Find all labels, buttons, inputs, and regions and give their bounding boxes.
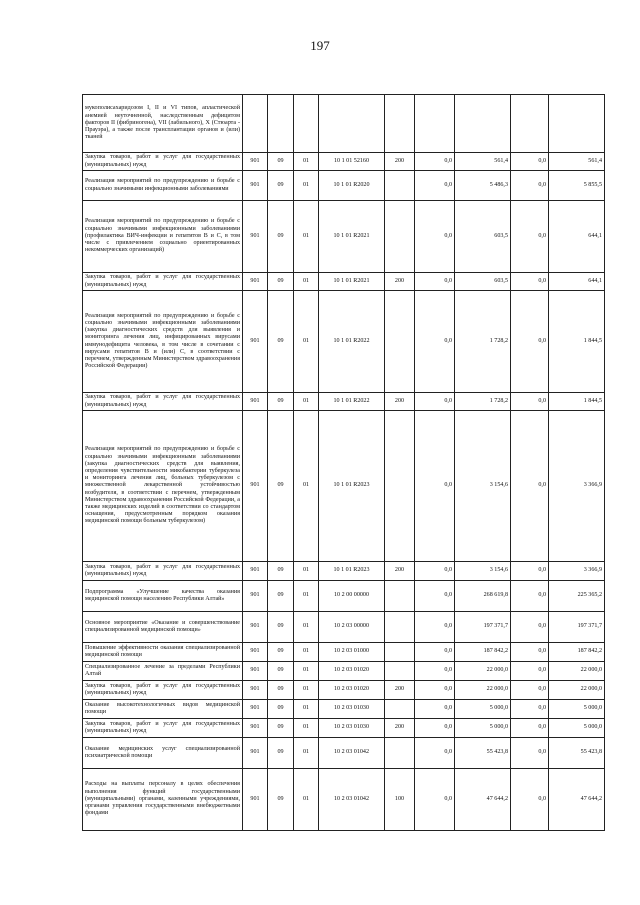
cell-amount-1: 0,0 bbox=[415, 662, 455, 681]
cell-ved: 901 bbox=[243, 201, 268, 273]
cell-expense-type: 200 bbox=[385, 562, 415, 581]
cell-amount-1: 0,0 bbox=[415, 291, 455, 393]
cell-amount-3: 0,0 bbox=[511, 153, 549, 171]
cell-amount-2: 3 154,6 bbox=[455, 411, 511, 562]
cell-description: Закупка товаров, работ и услуг для государственных (муниципальных) нужд bbox=[83, 562, 243, 581]
cell-amount-1: 0,0 bbox=[415, 393, 455, 411]
cell-razdel: 09 bbox=[268, 769, 294, 831]
cell-amount-4: 5 000,0 bbox=[549, 719, 605, 738]
cell-description: Закупка товаров, работ и услуг для государственных (муниципальных) нужд bbox=[83, 393, 243, 411]
cell-ved: 901 bbox=[243, 769, 268, 831]
cell-expense-type bbox=[385, 411, 415, 562]
table-row bbox=[83, 738, 605, 769]
cell-ved: 901 bbox=[243, 612, 268, 643]
cell-amount-3: 0,0 bbox=[511, 562, 549, 581]
cell-amount-4: 1 844,5 bbox=[549, 393, 605, 411]
cell-amount-1: 0,0 bbox=[415, 612, 455, 643]
cell-podrazdel: 01 bbox=[294, 411, 319, 562]
cell-razdel: 09 bbox=[268, 681, 294, 700]
cell-target-article: 10 2 03 01030 bbox=[319, 719, 385, 738]
cell-expense-type bbox=[385, 643, 415, 662]
cell-amount-1: 0,0 bbox=[415, 738, 455, 769]
table-row bbox=[83, 719, 605, 738]
cell-razdel bbox=[268, 95, 294, 153]
table-row bbox=[83, 643, 605, 662]
cell-expense-type bbox=[385, 201, 415, 273]
cell-target-article: 10 1 01 R2021 bbox=[319, 273, 385, 291]
cell-amount-4: 3 366,9 bbox=[549, 562, 605, 581]
cell-target-article: 10 1 01 R2020 bbox=[319, 171, 385, 201]
cell-expense-type bbox=[385, 662, 415, 681]
cell-razdel: 09 bbox=[268, 411, 294, 562]
cell-expense-type bbox=[385, 738, 415, 769]
table-body bbox=[83, 95, 605, 831]
cell-razdel: 09 bbox=[268, 662, 294, 681]
cell-podrazdel: 01 bbox=[294, 273, 319, 291]
cell-podrazdel: 01 bbox=[294, 662, 319, 681]
cell-amount-4: 187 842,2 bbox=[549, 643, 605, 662]
cell-podrazdel: 01 bbox=[294, 719, 319, 738]
cell-expense-type bbox=[385, 700, 415, 719]
cell-target-article bbox=[319, 95, 385, 153]
cell-amount-1: 0,0 bbox=[415, 681, 455, 700]
cell-ved: 901 bbox=[243, 273, 268, 291]
cell-target-article: 10 2 03 01020 bbox=[319, 681, 385, 700]
cell-amount-1: 0,0 bbox=[415, 171, 455, 201]
cell-description: Закупка товаров, работ и услуг для государственных (муниципальных) нужд bbox=[83, 681, 243, 700]
cell-amount-2: 47 644,2 bbox=[455, 769, 511, 831]
cell-razdel: 09 bbox=[268, 393, 294, 411]
cell-amount-3 bbox=[511, 95, 549, 153]
cell-description: Повышение эффективности оказания специализированной медицинской помощи bbox=[83, 643, 243, 662]
cell-expense-type: 200 bbox=[385, 273, 415, 291]
cell-podrazdel bbox=[294, 95, 319, 153]
cell-razdel: 09 bbox=[268, 201, 294, 273]
cell-ved: 901 bbox=[243, 581, 268, 612]
budget-table bbox=[82, 94, 605, 831]
cell-ved: 901 bbox=[243, 562, 268, 581]
cell-target-article: 10 2 03 00000 bbox=[319, 612, 385, 643]
table-row bbox=[83, 662, 605, 681]
cell-amount-4: 47 644,2 bbox=[549, 769, 605, 831]
cell-podrazdel: 01 bbox=[294, 738, 319, 769]
cell-amount-3: 0,0 bbox=[511, 700, 549, 719]
cell-amount-3: 0,0 bbox=[511, 643, 549, 662]
table-row bbox=[83, 612, 605, 643]
cell-expense-type bbox=[385, 95, 415, 153]
table-row bbox=[83, 95, 605, 153]
cell-amount-1: 0,0 bbox=[415, 273, 455, 291]
table-row bbox=[83, 562, 605, 581]
cell-target-article: 10 1 01 R2021 bbox=[319, 201, 385, 273]
cell-amount-3: 0,0 bbox=[511, 738, 549, 769]
cell-amount-4: 644,1 bbox=[549, 273, 605, 291]
cell-amount-2: 5 000,0 bbox=[455, 719, 511, 738]
cell-amount-3: 0,0 bbox=[511, 411, 549, 562]
cell-amount-4: 22 000,0 bbox=[549, 681, 605, 700]
cell-amount-4: 3 366,9 bbox=[549, 411, 605, 562]
cell-podrazdel: 01 bbox=[294, 201, 319, 273]
cell-description: Расходы на выплаты персоналу в целях обеспечения выполнения функций государственными (муниципальными) органами, казенными учреждениями, органами управления государственными внебюджетными фондами bbox=[83, 769, 243, 831]
cell-ved: 901 bbox=[243, 393, 268, 411]
cell-podrazdel: 01 bbox=[294, 581, 319, 612]
cell-ved: 901 bbox=[243, 681, 268, 700]
cell-ved: 901 bbox=[243, 700, 268, 719]
cell-expense-type bbox=[385, 612, 415, 643]
cell-ved bbox=[243, 95, 268, 153]
cell-amount-2: 3 154,6 bbox=[455, 562, 511, 581]
cell-razdel: 09 bbox=[268, 700, 294, 719]
cell-amount-4 bbox=[549, 95, 605, 153]
cell-description: Реализация мероприятий по предупреждению и борьбе с социально значимыми инфекционными заболеваниями (закупка диагностических средств для выявления и мониторинга лечения лиц, инфицированных вирусами иммунодефицита человека, в том числе в сочетании с вирусами гепатитов В и (или) С, в соответствии с перечнем, утвержденным Министерством здравоохранения Российской Федерации) bbox=[83, 291, 243, 393]
cell-razdel: 09 bbox=[268, 719, 294, 738]
table-row bbox=[83, 581, 605, 612]
cell-amount-4: 1 844,5 bbox=[549, 291, 605, 393]
cell-description: Специализированное лечение за пределами Республики Алтай bbox=[83, 662, 243, 681]
cell-amount-4: 225 365,2 bbox=[549, 581, 605, 612]
table-row bbox=[83, 769, 605, 831]
cell-podrazdel: 01 bbox=[294, 700, 319, 719]
table-row bbox=[83, 171, 605, 201]
cell-description: Закупка товаров, работ и услуг для государственных (муниципальных) нужд bbox=[83, 719, 243, 738]
cell-amount-2: 5 486,3 bbox=[455, 171, 511, 201]
cell-podrazdel: 01 bbox=[294, 769, 319, 831]
cell-target-article: 10 2 03 01020 bbox=[319, 662, 385, 681]
cell-description: Подпрограмма «Улучшение качества оказания медицинской помощи населению Республики Алтай» bbox=[83, 581, 243, 612]
cell-ved: 901 bbox=[243, 153, 268, 171]
cell-podrazdel: 01 bbox=[294, 291, 319, 393]
cell-razdel: 09 bbox=[268, 291, 294, 393]
table-row bbox=[83, 700, 605, 719]
cell-amount-2: 187 842,2 bbox=[455, 643, 511, 662]
cell-ved: 901 bbox=[243, 662, 268, 681]
cell-amount-3: 0,0 bbox=[511, 612, 549, 643]
cell-amount-2: 1 728,2 bbox=[455, 291, 511, 393]
cell-target-article: 10 2 03 01042 bbox=[319, 738, 385, 769]
cell-expense-type: 200 bbox=[385, 393, 415, 411]
cell-amount-3: 0,0 bbox=[511, 581, 549, 612]
cell-amount-3: 0,0 bbox=[511, 681, 549, 700]
table-row bbox=[83, 393, 605, 411]
cell-razdel: 09 bbox=[268, 643, 294, 662]
cell-ved: 901 bbox=[243, 171, 268, 201]
cell-target-article: 10 2 03 01042 bbox=[319, 769, 385, 831]
cell-podrazdel: 01 bbox=[294, 562, 319, 581]
cell-target-article: 10 2 00 00000 bbox=[319, 581, 385, 612]
cell-expense-type bbox=[385, 171, 415, 201]
cell-amount-1: 0,0 bbox=[415, 700, 455, 719]
cell-expense-type: 200 bbox=[385, 719, 415, 738]
cell-amount-2: 603,5 bbox=[455, 273, 511, 291]
table-row bbox=[83, 201, 605, 273]
cell-amount-2: 22 000,0 bbox=[455, 681, 511, 700]
cell-razdel: 09 bbox=[268, 273, 294, 291]
cell-amount-2: 197 371,7 bbox=[455, 612, 511, 643]
cell-amount-2: 5 000,0 bbox=[455, 700, 511, 719]
cell-ved: 901 bbox=[243, 291, 268, 393]
cell-amount-4: 561,4 bbox=[549, 153, 605, 171]
cell-amount-4: 644,1 bbox=[549, 201, 605, 273]
cell-amount-1: 0,0 bbox=[415, 411, 455, 562]
cell-ved: 901 bbox=[243, 411, 268, 562]
cell-amount-1: 0,0 bbox=[415, 201, 455, 273]
cell-podrazdel: 01 bbox=[294, 681, 319, 700]
table-row bbox=[83, 681, 605, 700]
cell-podrazdel: 01 bbox=[294, 393, 319, 411]
cell-description: мукополисахаридозом I, II и VI типов, апластической анемией неуточненной, наследственным дефицитом факторов II (фибриногена), VII (лабильного), X (Стюарта - Прауэра), а также после трансплантации органов и (или) тканей bbox=[83, 95, 243, 153]
cell-amount-1: 0,0 bbox=[415, 581, 455, 612]
cell-description: Реализация мероприятий по предупреждению и борьбе с социально значимыми инфекционными заболеваниями bbox=[83, 171, 243, 201]
cell-description: Основное мероприятие «Оказание и совершенствование специализированной медицинской помощи» bbox=[83, 612, 243, 643]
cell-amount-2: 22 000,0 bbox=[455, 662, 511, 681]
cell-amount-3: 0,0 bbox=[511, 291, 549, 393]
table-row bbox=[83, 273, 605, 291]
cell-amount-2 bbox=[455, 95, 511, 153]
cell-razdel: 09 bbox=[268, 153, 294, 171]
cell-target-article: 10 2 03 01000 bbox=[319, 643, 385, 662]
cell-amount-1: 0,0 bbox=[415, 153, 455, 171]
cell-target-article: 10 1 01 R2022 bbox=[319, 291, 385, 393]
cell-amount-3: 0,0 bbox=[511, 719, 549, 738]
cell-description: Оказание медицинских услуг специализированной психиатрической помощи bbox=[83, 738, 243, 769]
page-number: 197 bbox=[310, 38, 330, 53]
cell-razdel: 09 bbox=[268, 612, 294, 643]
cell-expense-type bbox=[385, 581, 415, 612]
cell-amount-1: 0,0 bbox=[415, 562, 455, 581]
table-row bbox=[83, 153, 605, 171]
cell-razdel: 09 bbox=[268, 171, 294, 201]
cell-expense-type bbox=[385, 291, 415, 393]
cell-amount-4: 55 423,8 bbox=[549, 738, 605, 769]
cell-amount-2: 55 423,8 bbox=[455, 738, 511, 769]
cell-amount-2: 603,5 bbox=[455, 201, 511, 273]
cell-expense-type: 100 bbox=[385, 769, 415, 831]
cell-description: Реализация мероприятий по предупреждению и борьбе с социально значимыми инфекционными заболеваниями (профилактика ВИЧ-инфекции и гепатитов В и С, в том числе с привлечением социально ориентированных некоммерческих организаций) bbox=[83, 201, 243, 273]
cell-target-article: 10 2 03 01030 bbox=[319, 700, 385, 719]
cell-amount-2: 268 619,8 bbox=[455, 581, 511, 612]
cell-amount-4: 22 000,0 bbox=[549, 662, 605, 681]
cell-ved: 901 bbox=[243, 643, 268, 662]
cell-target-article: 10 1 01 52160 bbox=[319, 153, 385, 171]
cell-amount-3: 0,0 bbox=[511, 273, 549, 291]
cell-expense-type: 200 bbox=[385, 681, 415, 700]
cell-amount-4: 5 855,5 bbox=[549, 171, 605, 201]
cell-podrazdel: 01 bbox=[294, 612, 319, 643]
cell-amount-3: 0,0 bbox=[511, 201, 549, 273]
cell-amount-1: 0,0 bbox=[415, 719, 455, 738]
cell-razdel: 09 bbox=[268, 562, 294, 581]
cell-amount-1 bbox=[415, 95, 455, 153]
table-row bbox=[83, 411, 605, 562]
cell-description: Закупка товаров, работ и услуг для государственных (муниципальных) нужд bbox=[83, 153, 243, 171]
table-row bbox=[83, 291, 605, 393]
cell-amount-3: 0,0 bbox=[511, 171, 549, 201]
cell-amount-2: 1 728,2 bbox=[455, 393, 511, 411]
cell-description: Оказание высокотехнологичных видов медицинской помощи bbox=[83, 700, 243, 719]
cell-razdel: 09 bbox=[268, 738, 294, 769]
cell-target-article: 10 1 01 R2023 bbox=[319, 411, 385, 562]
cell-amount-3: 0,0 bbox=[511, 769, 549, 831]
cell-description: Реализация мероприятий по предупреждению и борьбе с социально значимыми инфекционными заболеваниями (закупка диагностических средств для выявления, определения чувствительности микобактерии туберкулеза и мониторинга лечения лиц, больных туберкулезом с множественной лекарственной устойчивостью возбудителя, в соответствии с перечнем, утвержденным Министерством здравоохранения Российской Федерации, а также медицинских изделий в соответствии со стандартом оснащения, предусмотренным порядком оказания медицинской помощи больным туберкулезом) bbox=[83, 411, 243, 562]
cell-description: Закупка товаров, работ и услуг для государственных (муниципальных) нужд bbox=[83, 273, 243, 291]
cell-amount-1: 0,0 bbox=[415, 643, 455, 662]
cell-ved: 901 bbox=[243, 738, 268, 769]
cell-podrazdel: 01 bbox=[294, 153, 319, 171]
cell-amount-4: 197 371,7 bbox=[549, 612, 605, 643]
cell-podrazdel: 01 bbox=[294, 171, 319, 201]
cell-amount-4: 5 000,0 bbox=[549, 700, 605, 719]
cell-expense-type: 200 bbox=[385, 153, 415, 171]
cell-ved: 901 bbox=[243, 719, 268, 738]
cell-target-article: 10 1 01 R2022 bbox=[319, 393, 385, 411]
cell-target-article: 10 1 01 R2023 bbox=[319, 562, 385, 581]
cell-amount-1: 0,0 bbox=[415, 769, 455, 831]
cell-amount-3: 0,0 bbox=[511, 662, 549, 681]
cell-amount-3: 0,0 bbox=[511, 393, 549, 411]
cell-podrazdel: 01 bbox=[294, 643, 319, 662]
cell-razdel: 09 bbox=[268, 581, 294, 612]
cell-amount-2: 561,4 bbox=[455, 153, 511, 171]
